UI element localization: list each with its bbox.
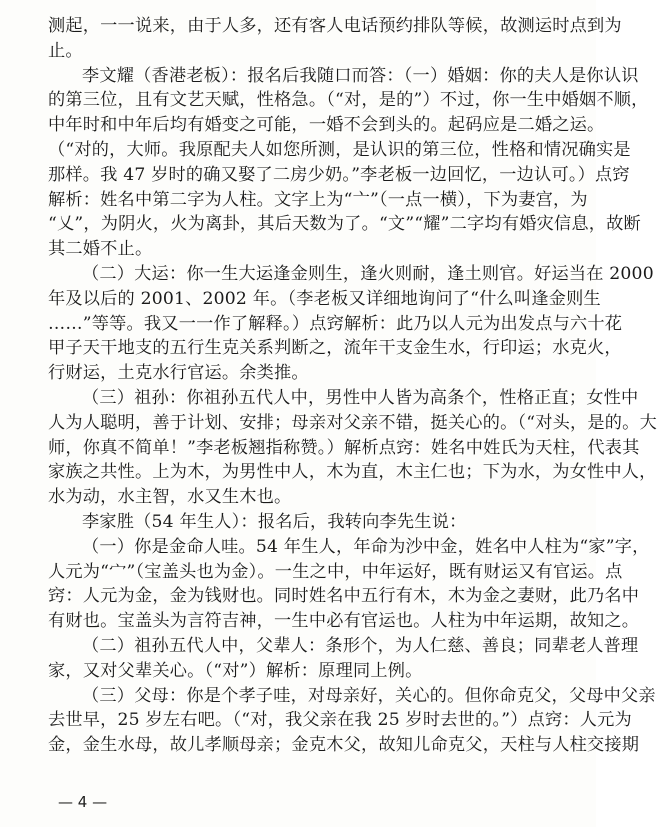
text-line: 的第三位，且有文艺天赋，性格急。（“对，是的”）不过，你一生中婚姻不顺，	[48, 90, 649, 111]
text-line: 测起，一一说来，由于人多，还有客人电话预约排队等候，故测运时点到为	[48, 16, 622, 36]
text-line: ……”等等。我又一一作了解释。）点窍解析：此乃以人元为出发点与六十花	[48, 313, 623, 334]
text-line: 中年时和中年后均有婚变之可能，一婚不会到头的。起码应是二婚之运。	[48, 115, 605, 136]
text-line: 去世早，25 岁左右吧。（“对，我父亲在我 25 岁时去世的。”）点窍：人元为	[48, 710, 632, 731]
paragraph-start-line: （一）你是金命人哇。54 年生人，年命为沙中金，姓名中人柱为“家”字，	[82, 536, 650, 557]
text-line: 人为人聪明，善于计划、安排；母亲对父亲不错，挺关心的。（“对头，是的。大	[48, 412, 657, 433]
text-line: 止。	[48, 40, 83, 61]
text-line: 那样。我 47 岁时的确又娶了二房少奶。”李老板一边回忆，一边认可。）点窍	[48, 164, 630, 185]
text-line: “乂”，为阴火，火为离卦，其后天数为了。“文”“耀”二字均有婚灾信息，故断	[48, 214, 641, 235]
text-line: 窍：人元为金，金为钱财也。同时姓名中五行有木，木为金之妻财，此乃名中	[48, 586, 640, 607]
text-line: 人元为“宀”（宝盖头也为金）。一生之中，中年运好，既有财运又有官运。点	[48, 561, 623, 582]
paragraph-start-line: 李家胜（54 年生人）：报名后，我转向李先生说：	[82, 511, 467, 532]
text-line: 年及以后的 2001、2002 年。（李老板又详细地询问了“什么叫逢金则生	[48, 288, 601, 309]
paragraph-start-line: 李文耀（香港老板）：报名后我随口而答：（一）婚姻：你的夫人是你认识	[82, 65, 639, 86]
paragraph-start-line: （三）父母：你是个孝子哇，对母亲好，关心的。但你命克父，父母中父亲	[82, 685, 656, 706]
page-number: — 4 —	[58, 793, 108, 811]
text-line: 行财运，土克水行官运。余类推。	[48, 363, 309, 384]
paragraph-start-line: （二）大运：你一生大运逢金则生，逢火则耐，逢土则官。好运当在 2000	[82, 263, 654, 284]
text-line: 家族之共性。上为木，为男性中人，木为直，木主仁也；下为水，为女性中人，	[48, 462, 657, 483]
text-line: 家，又对父辈关心。（“对”）解析：原理同上例。	[48, 660, 423, 681]
text-line: 解析：姓名中第二字为人柱。文字上为“亠”（一点一横），下为妻宫，为	[48, 189, 588, 210]
text-line: 金，金生水母，故儿孝顺母亲；金克木父，故知儿命克父，天柱与人柱交接期	[48, 735, 640, 756]
text-line: （“对的，大师。我原配夫人如您所测，是认识的第三位，性格和情况确实是	[48, 139, 631, 160]
text-line: 其二婚不止。	[48, 239, 153, 260]
body-text	[48, 14, 657, 758]
paragraph-start-line: （二）祖孙五代人中，父辈人：条形个，为人仁慈、善良；同辈老人普理	[82, 635, 639, 656]
text-line: 有财也。宝盖头为言符吉神，一生中必有官运也。人柱为中年运期，故知之。	[48, 611, 640, 632]
text-line: 甲子天干地支的五行生克关系判断之，流年干支金生水，行印运；水克火，	[48, 338, 622, 359]
paragraph-start-line: （三）祖孙：你祖孙五代人中，男性中人皆为高条个，性格正直；女性中	[82, 387, 639, 408]
text-line: 水为动，水主智，水又生木也。	[48, 487, 292, 508]
text-line: 师，你真不简单！”李老板翘指称赞。）解析点窍：姓名中姓氏为天柱，代表其	[48, 437, 640, 458]
